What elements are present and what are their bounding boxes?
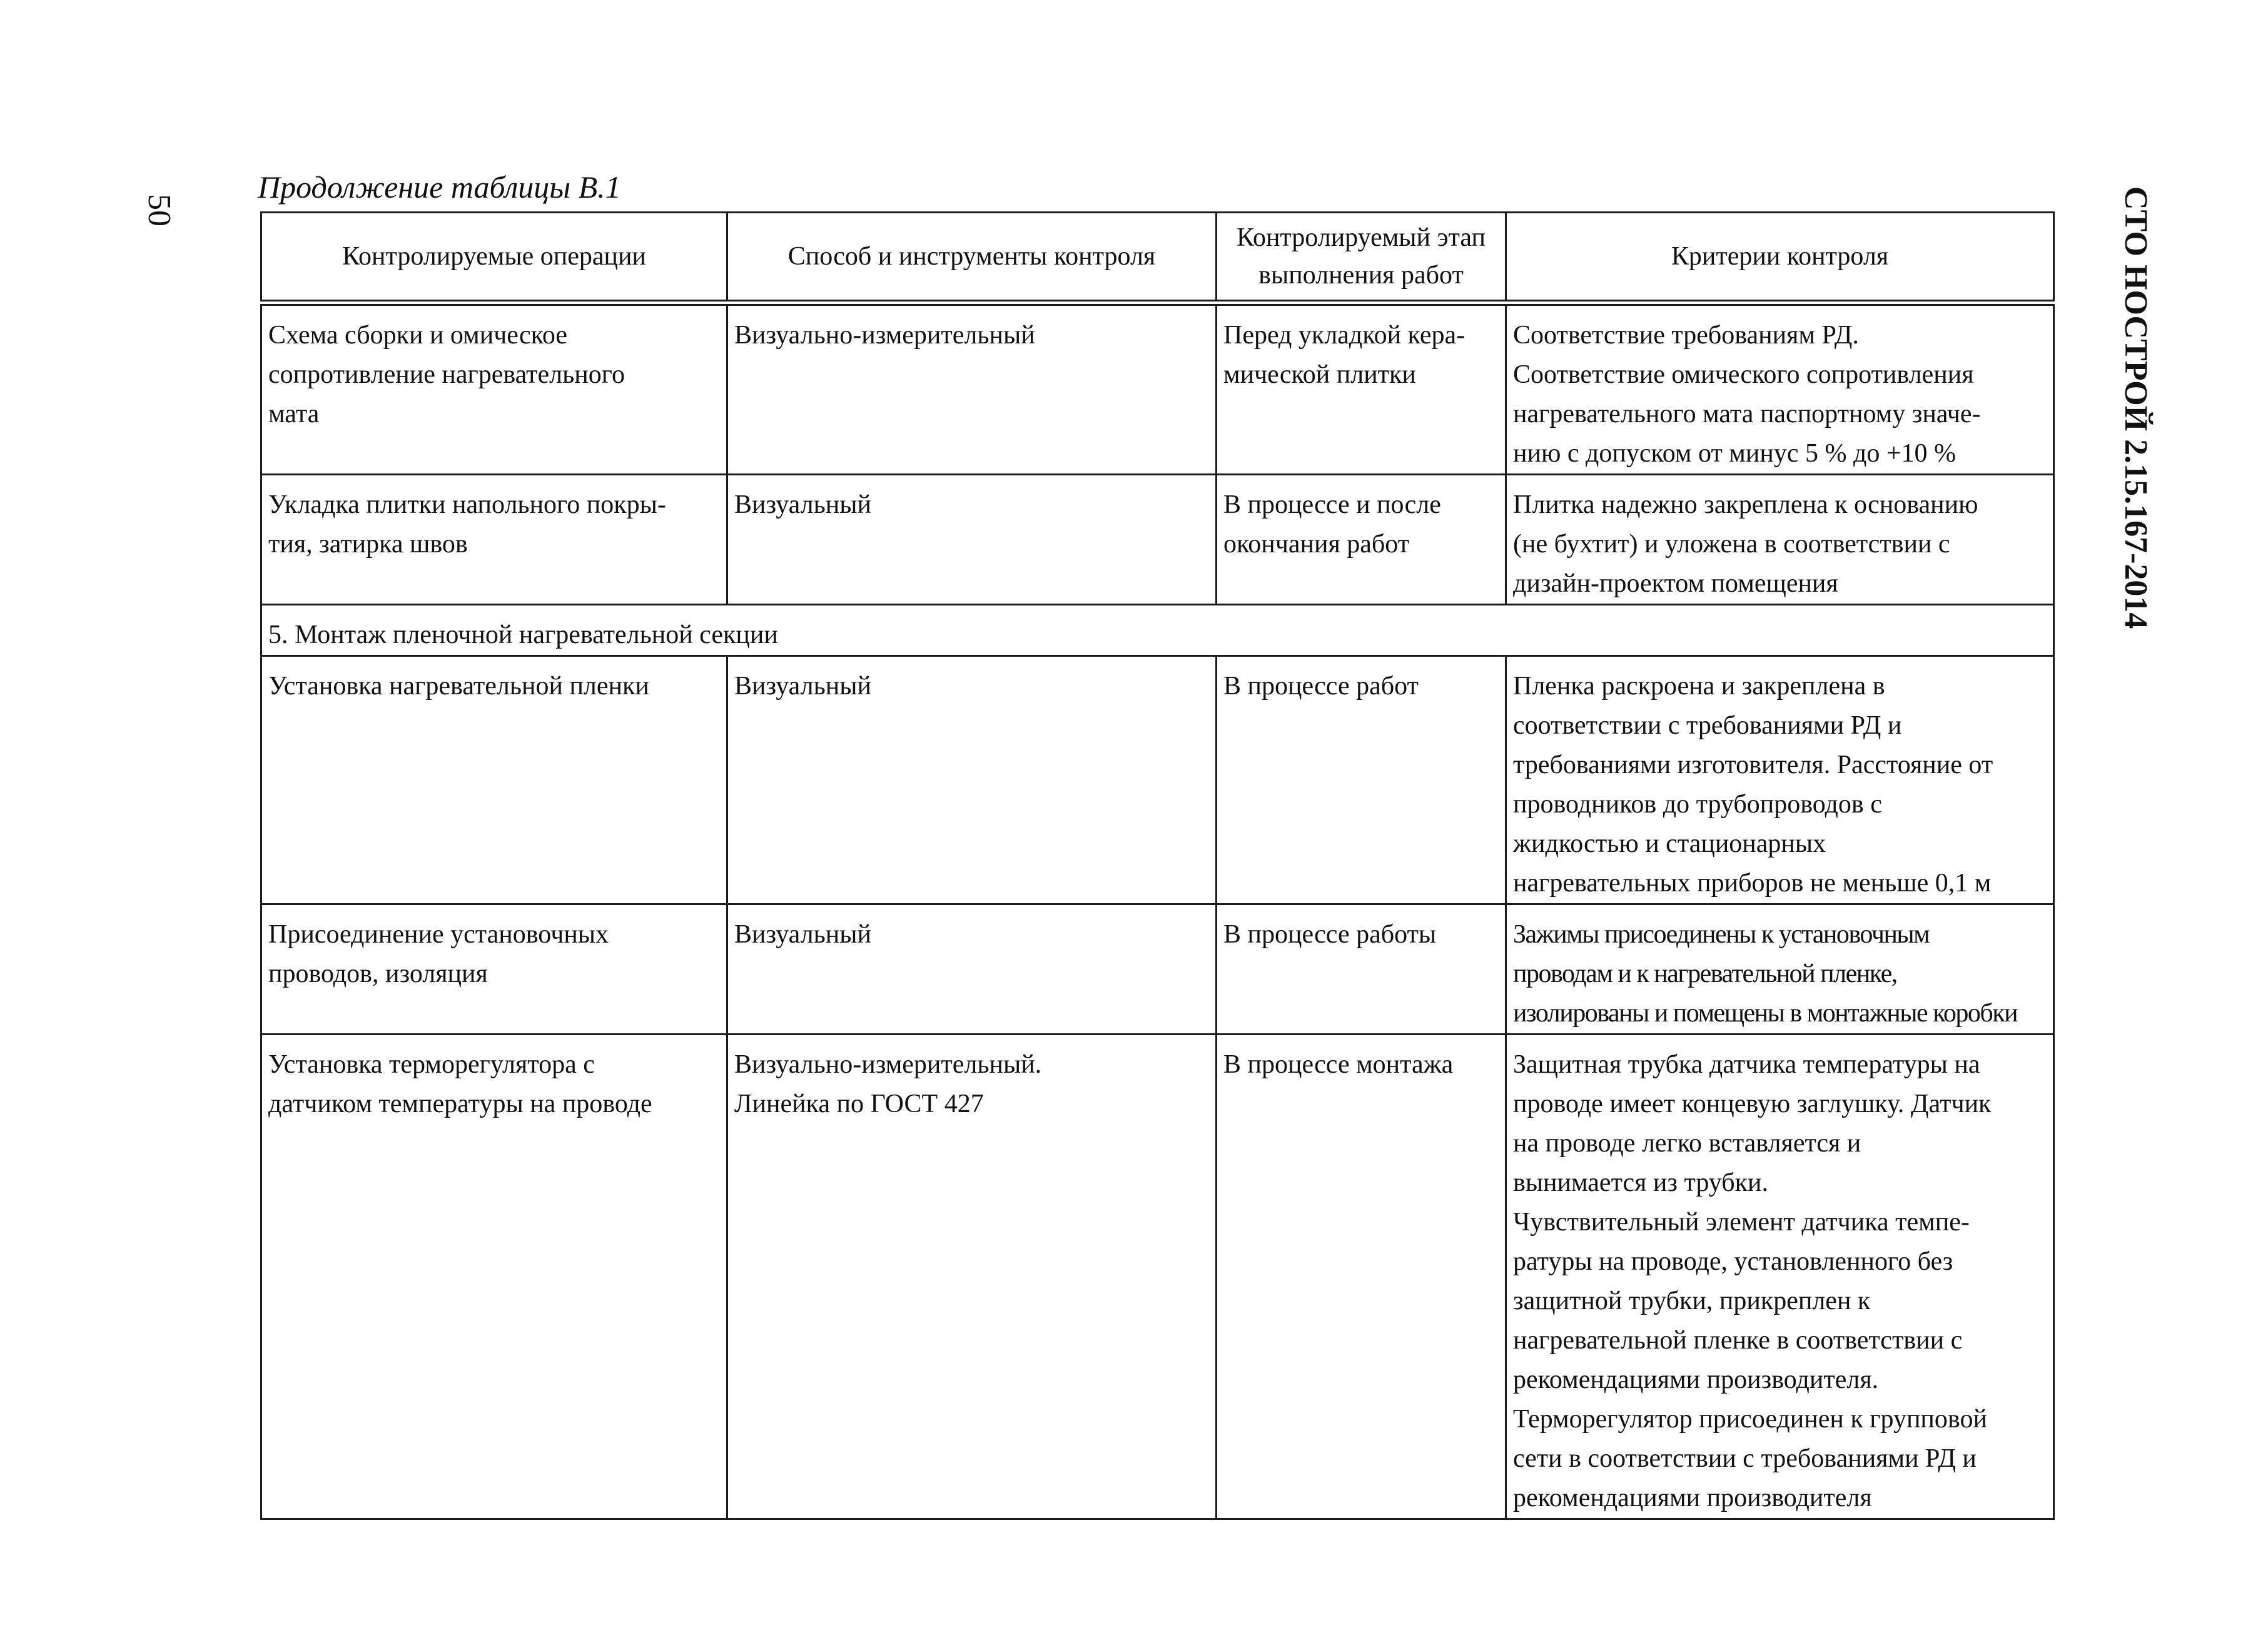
stage-cell: В процессе и после окончания работ bbox=[1217, 475, 1506, 605]
header-criteria: Критерии контроля bbox=[1506, 213, 2054, 303]
criteria-cell: Соответствие требованиям РД. Соответствие омического сопротивления нагревательного мата паспортному значе- нию с допуском от минус 5 % до +10 % bbox=[1506, 303, 2054, 475]
method-cell: Визуально-измерительный. Линейка по ГОСТ 427 bbox=[727, 1035, 1217, 1519]
stage-cell: Перед укладкой кера- мической плитки bbox=[1217, 303, 1506, 475]
table-row bbox=[261, 1035, 2054, 1519]
criteria-cell: Плитка надежно закреплена к основанию (не бухтит) и уложена в соответствии с дизайн-проектом помещения bbox=[1506, 475, 2054, 605]
table-row bbox=[261, 475, 2054, 605]
method-cell: Визуальный bbox=[727, 656, 1217, 904]
stage-cell: В процессе работы bbox=[1217, 904, 1506, 1035]
criteria-cell: Пленка раскроена и закреплена в соответствии с требованиями РД и требованиями изготовителя. Расстояние от проводников до трубопроводов с жидкостью и стационарных нагревательных приборов не меньше 0,1 м bbox=[1506, 656, 2054, 904]
section-header-row bbox=[261, 605, 2054, 656]
method-cell: Визуально-измерительный bbox=[727, 303, 1217, 475]
table-row bbox=[261, 656, 2054, 904]
header-stage: Контролируемый этап выполнения работ bbox=[1217, 213, 1506, 303]
operation-cell: Присоединение установочных проводов, изоляция bbox=[261, 904, 727, 1035]
operation-cell: Укладка плитки напольного покры- тия, затирка швов bbox=[261, 475, 727, 605]
control-table bbox=[260, 211, 2055, 1520]
stage-cell: В процессе монтажа bbox=[1217, 1035, 1506, 1519]
section-title: 5. Монтаж пленочной нагревательной секции bbox=[261, 605, 2054, 656]
table-row bbox=[261, 303, 2054, 475]
page-number: 50 bbox=[141, 194, 177, 226]
table-row bbox=[261, 904, 2054, 1035]
stage-cell: В процессе работ bbox=[1217, 656, 1506, 904]
operation-cell: Установка терморегулятора с датчиком температуры на проводе bbox=[261, 1035, 727, 1519]
criteria-cell: Защитная трубка датчика температуры на проводе имеет концевую заглушку. Датчик на проводе легко вставляется и вынимается из трубки. Чувствительный элемент датчика темпе- ратуры на проводе, установленного без защитной трубки, прикреплен к нагревательной пленке в соответствии с рекомендациями производителя. Терморегулятор присоединен к групповой сети в соответствии с требованиями РД и рекомендациями производителя bbox=[1506, 1035, 2054, 1519]
criteria-cell: Зажимы присоединены к установочным проводам и к нагревательной пленке, изолированы и помещены в монтажные коробки bbox=[1506, 904, 2054, 1035]
table-caption: Продолжение таблицы В.1 bbox=[258, 170, 621, 205]
method-cell: Визуальный bbox=[727, 904, 1217, 1035]
method-cell: Визуальный bbox=[727, 475, 1217, 605]
header-operations: Контролируемые операции bbox=[261, 213, 727, 303]
operation-cell: Схема сборки и омическое сопротивление нагревательного мата bbox=[261, 303, 727, 475]
header-method: Способ и инструменты контроля bbox=[727, 213, 1217, 303]
operation-cell: Установка нагревательной пленки bbox=[261, 656, 727, 904]
table-header-row bbox=[261, 213, 2054, 303]
document-code: СТО НОСТРОЙ 2.15.167-2014 bbox=[2118, 186, 2154, 629]
